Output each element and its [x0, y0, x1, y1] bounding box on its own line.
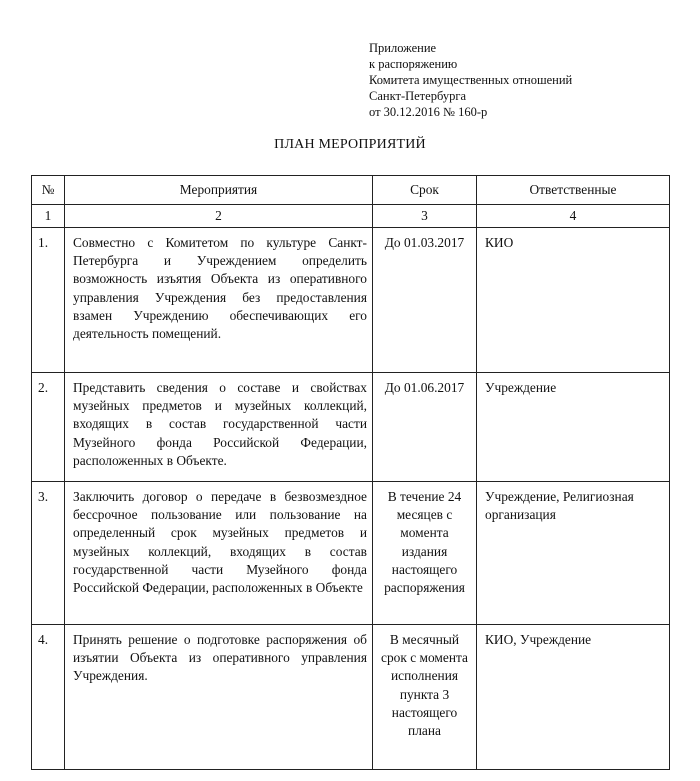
- header-number: №: [32, 176, 65, 205]
- appendix-line: Санкт-Петербурга: [369, 89, 467, 103]
- column-number: 3: [373, 205, 477, 228]
- page-title: [0, 137, 700, 153]
- appendix-line: от 30.12.2016 № 160-р: [369, 105, 488, 119]
- row-number: 4.: [32, 625, 65, 770]
- row-action: Принять решение о подготовке распоряжения об изъятии Объекта из оперативного управления Учреждения.: [65, 625, 373, 770]
- row-term: До 01.06.2017: [373, 373, 477, 482]
- header-term: Срок: [373, 176, 477, 205]
- column-number: 4: [477, 205, 670, 228]
- header-responsible: Ответственные: [477, 176, 670, 205]
- page-title-text: ПЛАН МЕРОПРИЯТИЙ: [274, 137, 426, 152]
- row-number: 2.: [32, 373, 65, 482]
- row-action: Представить сведения о составе и свойствах музейных предметов и музейных коллекций, входящих в состав государственной части Музейного фонда Российской Федерации, расположенных в Объекте.: [65, 373, 373, 482]
- row-number: 1.: [32, 228, 65, 373]
- row-responsible: Учреждение, Религиозная организация: [477, 482, 670, 625]
- row-action: Совместно с Комитетом по культуре Санкт-Петербурга и Учреждением определить возможность изъятия Объекта из оперативного управления Учреждения без предоставления взамен Учреждению обеспечивающих его деятельность помещений.: [65, 228, 373, 373]
- row-number: 3.: [32, 482, 65, 625]
- table-row: [32, 625, 670, 770]
- column-number: 1: [32, 205, 65, 228]
- row-action: Заключить договор о передаче в безвозмездное бессрочное пользование или пользование на определенный срок музейных предметов и музейных коллекций, входящих в состав государственной части Музейного фонда Российской Федерации, расположенных в Объекте: [65, 482, 373, 625]
- appendix-line: к распоряжению: [369, 57, 458, 71]
- row-term: В месячный срок с момента исполнения пункта 3 настоящего плана: [373, 625, 477, 770]
- row-term: До 01.03.2017: [373, 228, 477, 373]
- appendix-line: Приложение: [369, 41, 437, 55]
- table-row: [32, 482, 670, 625]
- column-numbers-row: [32, 205, 670, 228]
- table-header-row: [32, 176, 670, 205]
- appendix-line: Комитета имущественных отношений: [369, 73, 573, 87]
- appendix-header: [369, 40, 572, 120]
- table-row: [32, 228, 670, 373]
- column-number: 2: [65, 205, 373, 228]
- header-actions: Мероприятия: [65, 176, 373, 205]
- row-responsible: КИО: [477, 228, 670, 373]
- row-responsible: Учреждение: [477, 373, 670, 482]
- row-responsible: КИО, Учреждение: [477, 625, 670, 770]
- plan-table: [31, 175, 670, 770]
- row-term: В течение 24 месяцев с момента издания настоящего распоряжения: [373, 482, 477, 625]
- table-row: [32, 373, 670, 482]
